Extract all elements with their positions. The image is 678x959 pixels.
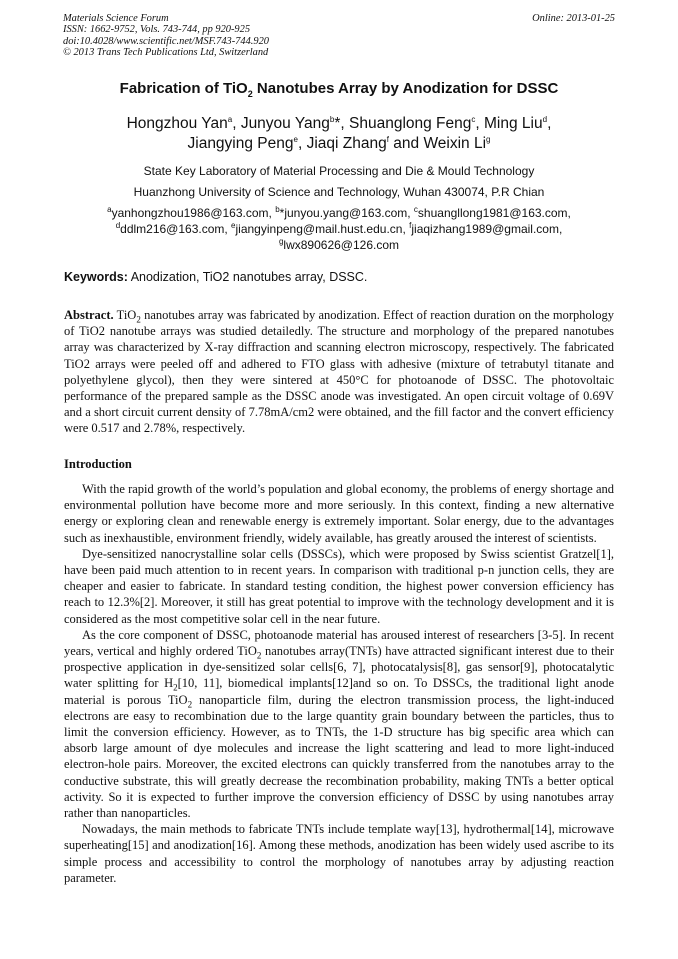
affiliation-line-2: Huanzhong University of Science and Technology, Wuhan 430074, P.R Chian [133,185,545,199]
email[interactable]: $^a$yanhongzhou1986@163.com, [107,205,276,220]
author: Jiangying Peng$^e$, [187,134,307,152]
page-header [63,13,615,59]
email-list [40,205,638,253]
author: Weixin Li$^g$ [423,134,491,152]
issn-line: ISSN: 1662-9752, Vols. 743-744, pp 920-925 [63,24,251,36]
paragraph: With the rapid growth of the world’s population and global economy, the problems of energy shortage and environmental pollution have become more and more seriously. In this context, finding a new alternative energy or exploring clean and renewable energy is extremely important. Solar energy, due to the advantages such as inexhaustible, environment friendly, widely available, has greatly aroused the interest of scientists. [64,482,614,545]
paragraph: Nowadays, the main methods to fabricate TNTs include template way[13], hydrothermal[14], microwave superheating[15] and anodization[16]. Among these methods, anodization has been widely used ascribe to its simple process and accessibility to control the morphology of nanotubes array by adjusting reaction parameter. [64,822,614,885]
author: Junyou Yang$^b$*, [240,114,349,132]
abstract: Abstract. TiO$_2$ nanotubes array was fabricated by anodization. Effect of reaction duration on the morphology of TiO2 nanotube arrays was studied detailedly. The structure and morphology of the prepared nanotubes array was characterized by X-ray diffraction and scanning electron microscopy, respectively. The fabricated TiO2 arrays were peeled off and adhered to FTO glass with adhesive (mixture of tetrabutyl titanate and polyethylene glycol), then they were sintered at 450°C for photoanode of DSSC. The photovoltaic performance of the prepared sample as the DSSC anode was investigated. An open circuit voltage of 0.69V and a short circuit current density of 7.78mA/cm2 were obtained, and the fill factor and the convert efficiency were 0.517 and 2.78%, respectively. [64,308,614,436]
paragraph: Dye-sensitized nanocrystalline solar cells (DSSCs), which were proposed by Swiss scientist Gratzel[1], have been paid much attention to in recent years. In comparison with traditional p-n junction cells, they are cheaper and easier to fabricate. In standard testing condition, the highest power conversion efficiency has reach to 12.3%[2]. Moreover, it still has great potential to improve with the technology development and it is considered as the most competitive solar cell in the near future. [64,546,614,626]
email[interactable]: $^f$jiaqizhang1989@gmail.com, [409,221,563,236]
title-text-1: Fabrication of TiO [119,80,248,97]
journal-name: Materials Science Forum [63,13,169,24]
email[interactable]: $^c$shuangllong1981@163.com, [413,205,571,220]
author-list [60,114,618,154]
title-text-2: Nanotubes Array by Anodization for DSSC [252,80,559,97]
online-date: Online: 2013-01-25 [532,13,615,24]
copyright-line: © 2013 Trans Tech Publications Ltd, Switzerland [63,47,269,59]
author: Shuanglong Feng$^c$, [349,114,485,132]
paragraph: As the core component of DSSC, photoanode material has aroused interest of researchers [3-5]. In recent years, vertical and highly ordered TiO$_2$ nanotubes array(TNTs) have attracted significant interest due to their prospective application in dye-sensitized solar cells[6, 7], photocatalysis[8], gas sensor[9], photocatalytic water splitting for $H_2[10$, 11], biomedical implants[12]and so on. To DSSCs, the traditional light anode material is porous TiO$_2$ nanoparticle film, during the electron transmission process, the light-induced electrons are easy to recombination due to the large quantity grain boundary between the particles, thus to limit the conversion efficiency. However, as to TNTs, the 1-D structure has big specific area which can absorb large amount of dye molecules and increase the light scattering and lead to more light-induced electron-hole pairs. Moreover, the excited electrons can quickly transferred from the nanotubes array to the conductive substrate, this will greatly decrease the recombination probability, making TNTs a better optical activity. So it is expected to further improve the conversion efficiency of DSSC by using nanotubes array rather than nanoparticles. [64,627,615,821]
affiliation-line-1: State Key Laboratory of Material Processing and Die & Mould Technology [143,164,535,178]
abstract-label: Abstract. [64,308,114,322]
author: Ming Liu$^d$, [484,114,552,132]
section-heading-introduction: Introduction [64,457,132,471]
email[interactable]: $^e$jiangyinpeng@mail.hust.edu.cn, [231,221,410,236]
paper-title [40,80,638,97]
author: Jiaqi Zhang$^f$ and [306,134,424,152]
email[interactable]: $^g$lwx890626@126.com [278,237,400,252]
doi-line: doi:10.4028/www.scientific.net/MSF.743-744.920 [63,35,269,47]
introduction-body [64,481,614,886]
author: Hongzhou Yan$^a$, [126,114,241,132]
email[interactable]: $^b$*junyou.yang@163.com, [275,205,414,220]
title-subscript: 2 [247,89,253,99]
keywords-text: Anodization, TiO2 nanotubes array, DSSC. [127,270,368,284]
email[interactable]: $^d$ddlm216@163.com, [115,221,232,236]
keywords [64,270,614,284]
keywords-label: Keywords: [64,270,128,284]
